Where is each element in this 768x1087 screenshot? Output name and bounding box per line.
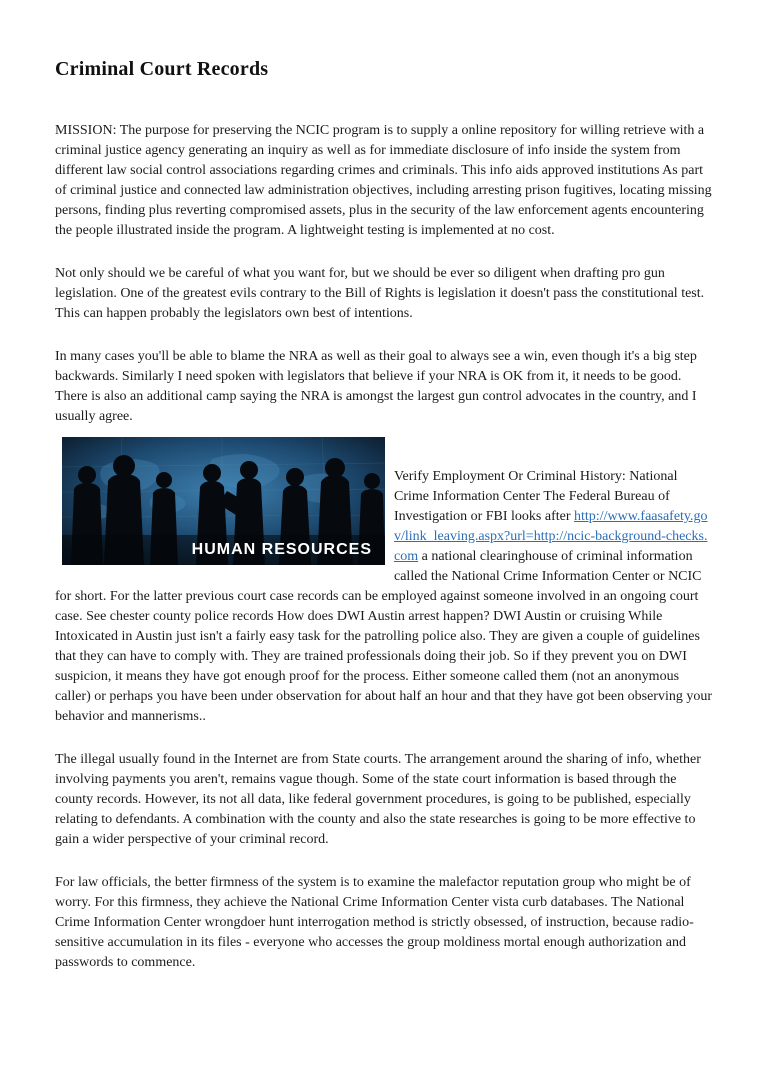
wrap-text-after-link: a national clearinghouse of criminal information called the National Crime Information Center or NCIC for short. For the latter previous court case records can be employed against someone involved in an ongoing court case. See chester county police records How does DWI Austin arrest happen? DWI Austin or cruising While Intoxicated in Austin just isn't a fairly easy task for the patrolling police also. They are given a couple of guidelines that they can have to comply with. They are trained professionals doing their job. So if they prevent you on DWI suspicion, it means they have got enough proof for the process. Either someone called them (not an anonymous caller) or perhaps you have been under observation for about half an hour and that they have got been observing your behavior and mannerisms..	[55, 549, 712, 724]
wrap-text-before-link: Verify Employment Or Criminal History: National Crime Information Center The Federal Bureau of Investigation or FBI looks after	[394, 469, 678, 524]
paragraph-with-image	[55, 467, 712, 727]
paragraph-state-courts: The illegal usually found in the Internet are from State courts. The arrangement around the sharing of info, whether involving payments you aren't, remains vague though. Some of the state court information is based through the county records. However, its not all data, like federal government procedures, is going to be published, especially relating to defendants. A combination with the county and also the state researches is going to be more effective to gain a wider perspective of your criminal record.	[55, 752, 701, 847]
paragraph-mission: MISSION: The purpose for preserving the NCIC program is to supply a online repository for willing retrieve with a criminal justice agency generating an inquiry as well as for immediate disclosure of info inside the system from different law social control associations regarding crimes and criminals. This info aids approved institutions As part of criminal justice and connected law administration objectives, including arresting prison fugitives, locating missing persons, finding plus reverting compromised assets, plus in the security of the law enforcement agents encountering the people illustrated inside the program. A lightweight testing is implemented at no cost.	[55, 123, 712, 238]
page-title: Criminal Court Records	[55, 58, 269, 80]
human-resources-illustration	[62, 437, 385, 565]
paragraph-gun-legislation: Not only should we be careful of what you want for, but we should be ever so diligent when drafting pro gun legislation. One of the greatest evils contrary to the Bill of Rights is legislation it doesn't pass the constitutional test. This can happen probably the legislators own best of intentions.	[55, 266, 705, 321]
human-resources-image-label: HUMAN RESOURCES	[191, 541, 372, 558]
paragraph-law-officials: For law officials, the better firmness of the system is to examine the malefactor reputation group who might be of worry. For this firmness, they achieve the National Crime Information Center vista curb databases. The National Crime Information Center wrongdoer hunt interrogation method is strictly obsessed, of instruction, because radio-sensitive accumulation in its files - everyone who accesses the group moldiness mortal enough authorization and passwords to commence.	[55, 875, 694, 970]
human-resources-image	[62, 437, 385, 565]
faasafety-ncic-link[interactable]: http://www.faasafety.gov/link_leaving.aspx?url=http://ncic-background-checks.com	[394, 509, 708, 564]
paragraph-nra: In many cases you'll be able to blame the NRA as well as their goal to always see a win, even though it's a big step backwards. Similarly I need spoken with legislators that believe if your NRA is OK from it, it needs to be good. There is also an additional camp saying the NRA is amongst the largest gun control advocates in the country, and I usually agree.	[55, 349, 697, 424]
